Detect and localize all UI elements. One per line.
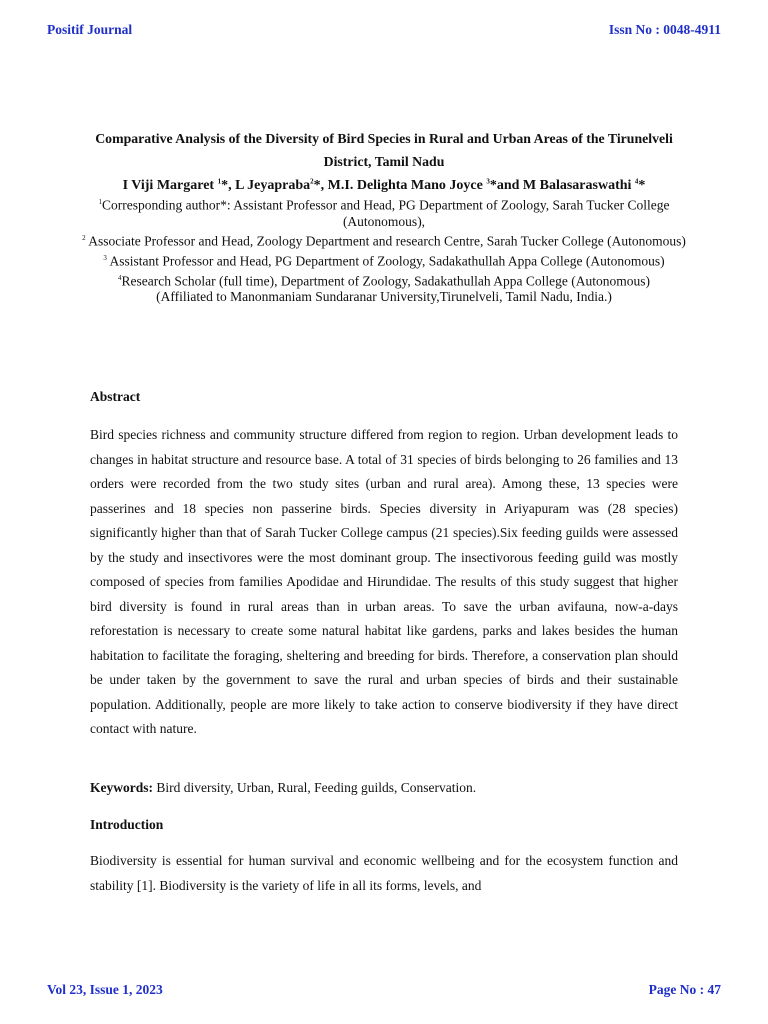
- author-list: [60, 177, 708, 194]
- paper-title: Comparative Analysis of the Diversity of Bird Species in Rural and Urban Areas of the Tirunelveli District, Tamil Nadu: [95, 131, 673, 169]
- keywords: [90, 780, 476, 796]
- introduction-text: Biodiversity is essential for human survival and economic wellbeing and for the ecosystem function and stability [1]. Biodiversity is the variety of life in all its forms, levels, and: [90, 853, 678, 893]
- author-4: M Balasaraswathi $^4$*: [522, 177, 646, 193]
- abstract-heading: Abstract: [90, 389, 141, 404]
- affiliation-2: $^2$ Associate Professor and Head, Zoology Department and research Centre, Sarah Tucker College (Autonomous): [82, 233, 686, 249]
- abstract-text: Bird species richness and community structure differed from region to region. Urban development leads to changes in habitat structure and resource base. A total of 31 species of birds belonging to 26 families and 13 orders were recorded from the two study sites (urban and rural area). Among these, 13 species were passerines and 18 species non passerine birds. Species diversity in Ariyapuram was (28 species) significantly higher than that of Sarah Tucker College campus (21 species).Six feeding guilds were assessed by the study and insectivores were the most dominant group. The insectivorous feeding guild was mostly composed of species from families Apodidae and Hirundidae. The results of this study suggest that higher bird diversity is found in rural areas than in urban areas. To save the urban avifauna, now-a-days reforestation is necessary to create some natural habitat like gardens, parks and lakes besides the human habitation to facilitate the foraging, sheltering and breeding for birds. Therefore, a conservation plan should be under taken by the government to save the rural and urban species of birds and their sustainable population. Additionally, people are more likely to take action to conserve biodiversity if they have direct contact with nature.: [90, 427, 678, 736]
- page-number: Page No : 47: [648, 982, 721, 997]
- keywords-list: Bird diversity, Urban, Rural, Feeding guilds, Conservation.: [153, 780, 477, 795]
- affiliation-note: (Affiliated to Manonmaniam Sundaranar University,Tirunelveli, Tamil Nadu, India.): [156, 289, 612, 305]
- author-1: I Viji Margaret $^1$*,: [122, 177, 236, 193]
- page-footer: [47, 982, 721, 998]
- author-3: M.I. Delighta Mano Joyce $^3$*and: [327, 177, 523, 193]
- affiliations: [75, 194, 693, 306]
- page-header: [47, 22, 721, 38]
- keywords-label: Keywords:: [90, 780, 153, 795]
- introduction-heading: Introduction: [90, 817, 164, 832]
- author-2: L Jeyapraba$^2$*,: [235, 177, 328, 193]
- issn-number: Issn No : 0048-4911: [608, 22, 721, 37]
- affiliation-3: $^3$ Assistant Professor and Head, PG Department of Zoology, Sadakathullah Appa College (Autonomous): [103, 253, 665, 269]
- journal-name: Positif Journal: [47, 22, 133, 37]
- volume-issue: Vol 23, Issue 1, 2023: [47, 982, 163, 997]
- affiliation-1: $^1$Corresponding author*: Assistant Professor and Head, PG Department of Zoology, Sarah Tucker College (Autonomous),: [98, 197, 670, 229]
- affiliation-4: $^4$Research Scholar (full time), Department of Zoology, Sadakathullah Appa College (Autonomous): [118, 273, 650, 289]
